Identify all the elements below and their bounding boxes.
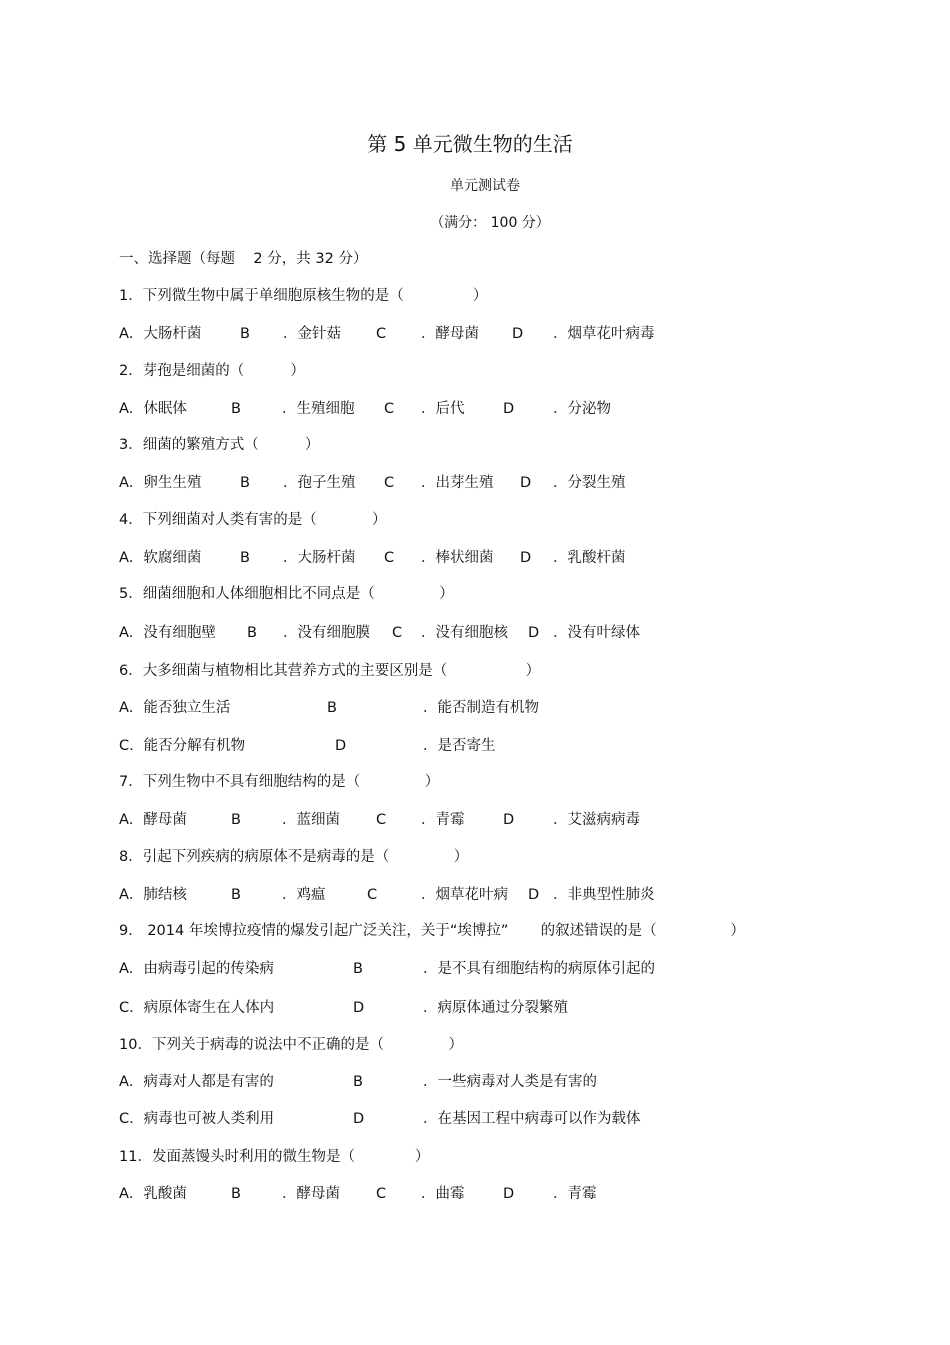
option-b: ．是不具有细胞结构的病原体引起的 — [423, 961, 655, 977]
option-d: ．病原体通过分裂繁殖 — [423, 1000, 568, 1016]
option-d: ．青霉 — [553, 1186, 597, 1202]
option-a: A．软腐细菌 — [119, 550, 202, 566]
option-b: ．孢子生殖 — [283, 475, 356, 491]
option-d: ．艾滋病病毒 — [553, 812, 640, 828]
option-letter-c: C — [367, 887, 378, 903]
option-a: A．乳酸菌 — [119, 1186, 187, 1202]
option-b: ．蓝细菌 — [282, 812, 340, 828]
option-a: A．病毒对人都是有害的 — [119, 1074, 274, 1090]
option-c: ．出芽生殖 — [421, 475, 494, 491]
option-letter-b: B — [327, 700, 337, 716]
option-a: A．休眠体 — [119, 401, 187, 417]
option-letter-b: B — [353, 961, 363, 977]
option-letter-d: D — [520, 550, 532, 566]
option-letter-b: B — [231, 887, 241, 903]
option-b: ．能否制造有机物 — [423, 700, 539, 716]
option-letter-c: C — [384, 401, 395, 417]
page-subtitle: 单元测试卷 — [450, 178, 520, 194]
option-a: A．没有细胞壁 — [119, 625, 216, 641]
option-letter-d: D — [520, 475, 532, 491]
option-d: ．乳酸杆菌 — [553, 550, 626, 566]
option-d: ．没有叶绿体 — [553, 625, 640, 641]
option-a: A．酵母菌 — [119, 812, 187, 828]
option-d: ．分裂生殖 — [553, 475, 626, 491]
question-stem: 11．发面蒸馒头时利用的微生物是（ ） — [119, 1149, 430, 1165]
question-stem: 9． 2014 年埃博拉疫情的爆发引起广泛关注，关于“埃博拉” 的叙述错误的是（ ） — [119, 923, 745, 939]
option-d: ．非典型性肺炎 — [553, 887, 655, 903]
option-letter-b: B — [231, 401, 241, 417]
question-stem: 5．细菌细胞和人体细胞相比不同点是（ ） — [119, 586, 454, 602]
option-letter-d: D — [503, 1186, 515, 1202]
option-c: ．酵母菌 — [421, 326, 479, 342]
question-stem: 2．芽孢是细菌的（ ） — [119, 363, 305, 379]
option-letter-d: D — [353, 1000, 365, 1016]
option-letter-d: D — [528, 887, 540, 903]
full-score: （满分： 100 分） — [430, 215, 550, 231]
option-d: ．是否寄生 — [423, 738, 496, 754]
option-c: C．能否分解有机物 — [119, 738, 246, 754]
option-a: A．大肠杆菌 — [119, 326, 202, 342]
option-a: A．由病毒引起的传染病 — [119, 961, 274, 977]
section-heading: 一、选择题（每题 2 分，共 32 分） — [119, 251, 368, 267]
option-a: A．肺结核 — [119, 887, 187, 903]
question-stem: 4．下列细菌对人类有害的是（ ） — [119, 512, 387, 528]
page-title: 第 5 单元微生物的生活 — [367, 132, 573, 156]
option-d: ．烟草花叶病毒 — [553, 326, 655, 342]
option-letter-b: B — [240, 475, 250, 491]
option-c: C．病原体寄生在人体内 — [119, 1000, 275, 1016]
option-c: C．病毒也可被人类利用 — [119, 1111, 275, 1127]
option-c: ．青霉 — [421, 812, 465, 828]
question-stem: 8．引起下列疾病的病原体不是病毒的是（ ） — [119, 849, 469, 865]
option-letter-d: D — [503, 812, 515, 828]
option-c: ．曲霉 — [421, 1186, 465, 1202]
option-letter-c: C — [384, 475, 395, 491]
option-d: ．在基因工程中病毒可以作为载体 — [423, 1111, 641, 1127]
option-letter-b: B — [231, 1186, 241, 1202]
option-letter-b: B — [240, 326, 250, 342]
question-stem: 6．大多细菌与植物相比其营养方式的主要区别是（ ） — [119, 663, 541, 679]
option-b: ．酵母菌 — [282, 1186, 340, 1202]
option-a: A．能否独立生活 — [119, 700, 231, 716]
option-b: ．大肠杆菌 — [283, 550, 356, 566]
option-b: ．金针菇 — [283, 326, 341, 342]
option-letter-b: B — [353, 1074, 363, 1090]
option-b: ．鸡瘟 — [282, 887, 326, 903]
option-letter-b: B — [247, 625, 257, 641]
option-letter-b: B — [231, 812, 241, 828]
option-letter-c: C — [376, 326, 387, 342]
option-b: ．一些病毒对人类是有害的 — [423, 1074, 597, 1090]
option-letter-d: D — [512, 326, 524, 342]
option-letter-d: D — [528, 625, 540, 641]
option-letter-d: D — [503, 401, 515, 417]
option-c: ．棒状细菌 — [421, 550, 494, 566]
question-stem: 1．下列微生物中属于单细胞原核生物的是（ ） — [119, 288, 488, 304]
question-stem: 10．下列关于病毒的说法中不正确的是（ ） — [119, 1037, 463, 1053]
question-stem: 3．细菌的繁殖方式（ ） — [119, 437, 320, 453]
option-letter-c: C — [384, 550, 395, 566]
question-stem: 7．下列生物中不具有细胞结构的是（ ） — [119, 774, 440, 790]
option-c: ．烟草花叶病 — [421, 887, 508, 903]
option-b: ．没有细胞膜 — [283, 625, 370, 641]
option-a: A．卵生生殖 — [119, 475, 202, 491]
option-c: ．没有细胞核 — [421, 625, 508, 641]
option-letter-d: D — [353, 1111, 365, 1127]
option-letter-c: C — [376, 812, 387, 828]
option-b: ．生殖细胞 — [282, 401, 355, 417]
option-letter-c: C — [392, 625, 403, 641]
option-c: ．后代 — [421, 401, 465, 417]
option-letter-c: C — [376, 1186, 387, 1202]
option-letter-b: B — [240, 550, 250, 566]
option-d: ．分泌物 — [553, 401, 611, 417]
option-letter-d: D — [335, 738, 347, 754]
